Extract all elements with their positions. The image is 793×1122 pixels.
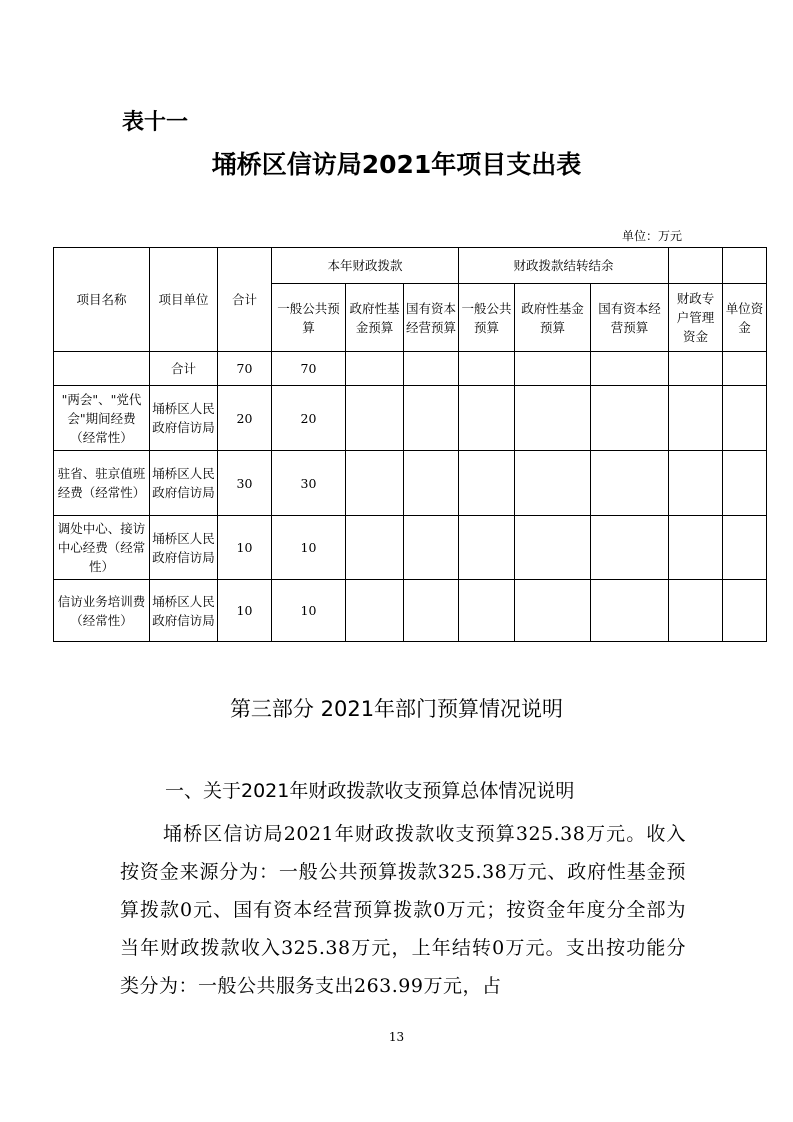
table-cell [723, 386, 767, 451]
table-cell [346, 352, 404, 386]
document-title: 埇桥区信访局2021年项目支出表 [211, 150, 582, 179]
general-public-cell: 30 [272, 451, 346, 516]
table-cell [723, 451, 767, 516]
table-row [54, 451, 767, 516]
header-state-capital-budget-carryover: 国有资本经营预算 [591, 284, 669, 352]
table-cell [346, 451, 404, 516]
total-cell: 20 [218, 386, 272, 451]
table-cell [515, 451, 591, 516]
table-cell [459, 516, 515, 580]
header-empty-cell [669, 248, 723, 284]
total-cell: 10 [218, 516, 272, 580]
header-row-1 [54, 248, 767, 284]
total-label: 合计 [150, 352, 218, 386]
page-number: 13 [388, 1030, 405, 1044]
project-name-cell: 调处中心、接访中心经费（经常性） [54, 516, 150, 580]
table-cell [669, 516, 723, 580]
header-current-year-appropriation: 本年财政拨款 [272, 248, 459, 284]
table-cell [459, 580, 515, 642]
table-row [54, 386, 767, 451]
header-total: 合计 [218, 248, 272, 352]
project-unit-cell: 埇桥区人民政府信访局 [150, 580, 218, 642]
unit-note: 单位：万元 [622, 229, 683, 243]
table-cell [459, 451, 515, 516]
table-cell [404, 352, 459, 386]
total-value: 70 [218, 352, 272, 386]
table-row [54, 516, 767, 580]
general-public-cell: 20 [272, 386, 346, 451]
header-unit-funds: 单位资金 [723, 284, 767, 352]
table-cell [404, 451, 459, 516]
table-cell [515, 386, 591, 451]
table-cell [404, 516, 459, 580]
project-name-cell: "两会"、"党代会"期间经费（经常性） [54, 386, 150, 451]
general-public-cell: 10 [272, 516, 346, 580]
table-cell [591, 516, 669, 580]
header-carryover: 财政拨款结转结余 [459, 248, 669, 284]
table-cell [591, 352, 669, 386]
table-cell [669, 580, 723, 642]
total-cell: 30 [218, 451, 272, 516]
table-cell [346, 516, 404, 580]
table-cell [515, 352, 591, 386]
total-general-public: 70 [272, 352, 346, 386]
project-name-cell: 信访业务培训费（经常性） [54, 580, 150, 642]
total-row [54, 352, 767, 386]
table-row [54, 580, 767, 642]
header-fiscal-special-account: 财政专户管理资金 [669, 284, 723, 352]
total-cell: 10 [218, 580, 272, 642]
table-cell [591, 580, 669, 642]
header-state-capital-budget: 国有资本经营预算 [404, 284, 459, 352]
table-cell [723, 580, 767, 642]
table-cell [669, 352, 723, 386]
table-cell [459, 386, 515, 451]
header-empty-cell [723, 248, 767, 284]
project-expenditure-table [53, 247, 767, 642]
subsection-title: 一、关于2021年财政拨款收支预算总体情况说明 [165, 780, 575, 802]
header-general-public-budget-carryover: 一般公共预算 [459, 284, 515, 352]
header-general-public-budget: 一般公共预算 [272, 284, 346, 352]
table-cell [404, 386, 459, 451]
table-cell [591, 386, 669, 451]
project-unit-cell: 埇桥区人民政府信访局 [150, 451, 218, 516]
table-cell [459, 352, 515, 386]
table-cell [54, 352, 150, 386]
table-cell [723, 516, 767, 580]
table-cell [515, 516, 591, 580]
table-cell [723, 352, 767, 386]
table-cell [669, 386, 723, 451]
header-project-name: 项目名称 [54, 248, 150, 352]
project-unit-cell: 埇桥区人民政府信访局 [150, 516, 218, 580]
table-label: 表十一 [122, 110, 189, 135]
project-name-cell: 驻省、驻京值班经费（经常性） [54, 451, 150, 516]
header-project-unit: 项目单位 [150, 248, 218, 352]
table-cell [591, 451, 669, 516]
general-public-cell: 10 [272, 580, 346, 642]
project-unit-cell: 埇桥区人民政府信访局 [150, 386, 218, 451]
section-title: 第三部分 2021年部门预算情况说明 [229, 697, 564, 721]
table-cell [669, 451, 723, 516]
header-gov-fund-budget-carryover: 政府性基金预算 [515, 284, 591, 352]
header-gov-fund-budget: 政府性基金预算 [346, 284, 404, 352]
table-cell [346, 386, 404, 451]
body-paragraph: 埇桥区信访局2021年财政拨款收支预算325.38万元。收入按资金来源分为：一般公共预算拨款325.38万元、政府性基金预算拨款0元、国有资本经营预算拨款0万元；按资金年度分全部为当年财政拨款收入325.38万元，上年结转0万元。支出按功能分类分为：一般公共服务支出263.99万元，占 [120, 823, 686, 997]
table-cell [515, 580, 591, 642]
table-cell [404, 580, 459, 642]
table-cell [346, 580, 404, 642]
